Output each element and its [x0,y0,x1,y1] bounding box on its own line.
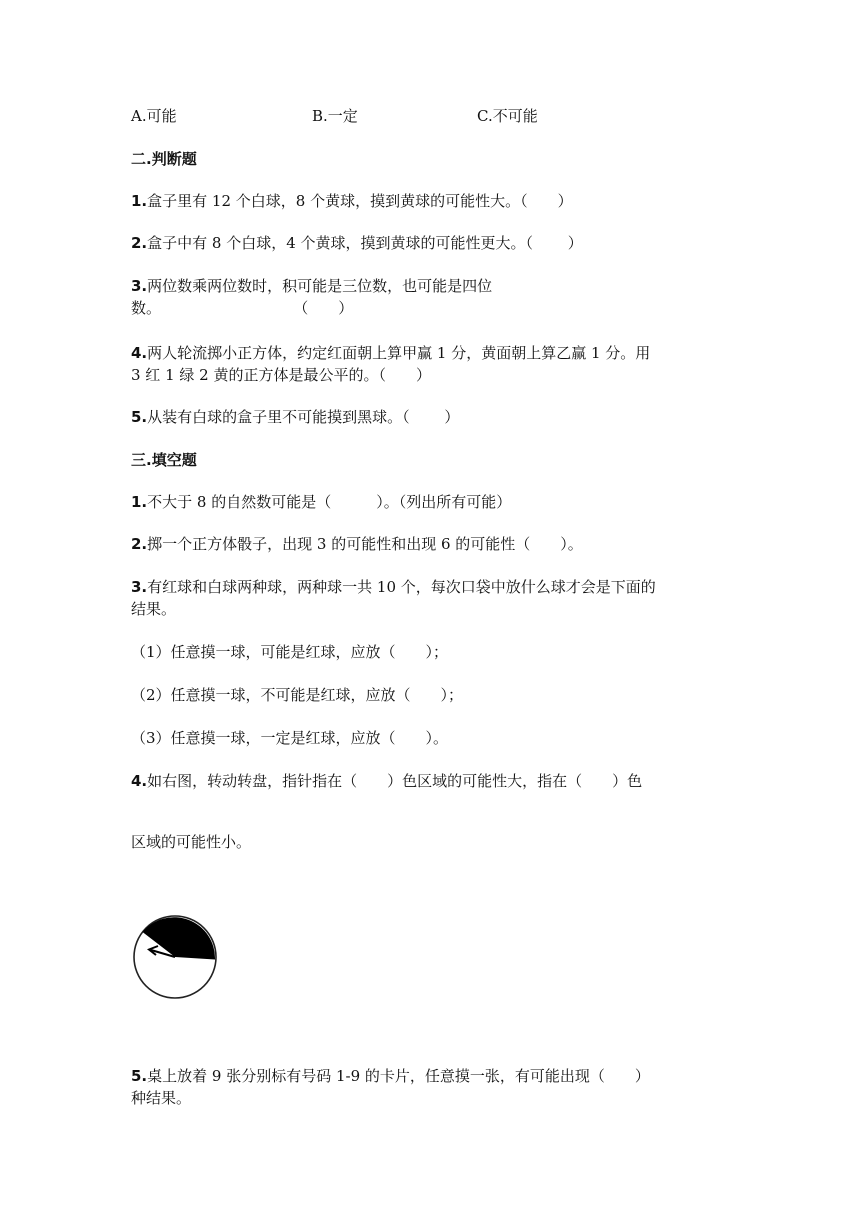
question-number: 2. [131,535,148,553]
question-text: 从装有白球的盒子里不可能摸到黑球。（ ） [147,408,460,426]
question-number: 3. [131,277,148,295]
fill-q3-sub3: （3）任意摸一球，一定是红球，应放（ ）。 [131,729,449,747]
question-text: 两人轮流掷小正方体，约定红面朝上算甲赢 1 分，黄面朝上算乙赢 1 分。用 [147,344,651,362]
option-b: B.一定 [312,107,358,125]
question-number: 1. [131,192,148,210]
judge-q1 [131,191,573,211]
question-number: 4. [131,772,148,790]
fill-q3 [131,577,656,597]
question-text: 有红球和白球两种球，两种球一共 10 个，每次口袋中放什么球才会是下面的 [147,578,656,596]
option-a: A.可能 [131,107,177,125]
judge-q5 [131,407,459,427]
question-text: 如右图，转动转盘，指针指在（ ）色区域的可能性大，指在（ ）色 [147,772,643,790]
spinner-figure [130,912,220,1002]
question-text: 不大于 8 的自然数可能是（ ）。（列出所有可能） [147,493,512,511]
judge-heading: 二.判断题 [131,150,197,168]
question-number: 4. [131,344,148,362]
question-text: 盒子中有 8 个白球，4 个黄球，摸到黄球的可能性更大。（ ） [147,234,583,252]
question-number: 5. [131,1067,148,1085]
fill-q3-sub2: （2）任意摸一球，不可能是红球，应放（ ）； [131,686,464,704]
judge-q3 [131,276,492,296]
fill-q5-cont: 种结果。 [131,1089,192,1107]
fill-heading: 三.填空题 [131,451,197,469]
question-text: 桌上放着 9 张分别标有号码 1-9 的卡片，任意摸一张，有可能出现（ ） [147,1067,650,1085]
option-c: C.不可能 [477,107,538,125]
fill-q3-cont: 结果。 [131,600,177,618]
judge-q2 [131,233,583,253]
question-number: 3. [131,578,148,596]
question-text: 两位数乘两位数时，积可能是三位数，也可能是四位 [147,277,493,295]
fill-q3-sub1: （1）任意摸一球，可能是红球，应放（ ）； [131,643,449,661]
fill-q1 [131,492,511,512]
judge-q4-cont: 3 红 1 绿 2 黄的正方体是最公平的。（ ） [131,366,431,384]
fill-q4 [131,771,642,791]
question-number: 5. [131,408,148,426]
fill-q4-cont: 区域的可能性小。 [131,833,252,851]
fill-q2 [131,534,583,554]
judge-q4 [131,343,650,363]
question-text: 盒子里有 12 个白球，8 个黄球，摸到黄球的可能性大。（ ） [147,192,573,210]
question-text: 掷一个正方体骰子，出现 3 的可能性和出现 6 的可能性（ ）。 [147,535,583,553]
question-number: 1. [131,493,148,511]
question-number: 2. [131,234,148,252]
judge-q3-cont: 数。 （ ） [131,299,354,317]
fill-q5 [131,1066,650,1086]
